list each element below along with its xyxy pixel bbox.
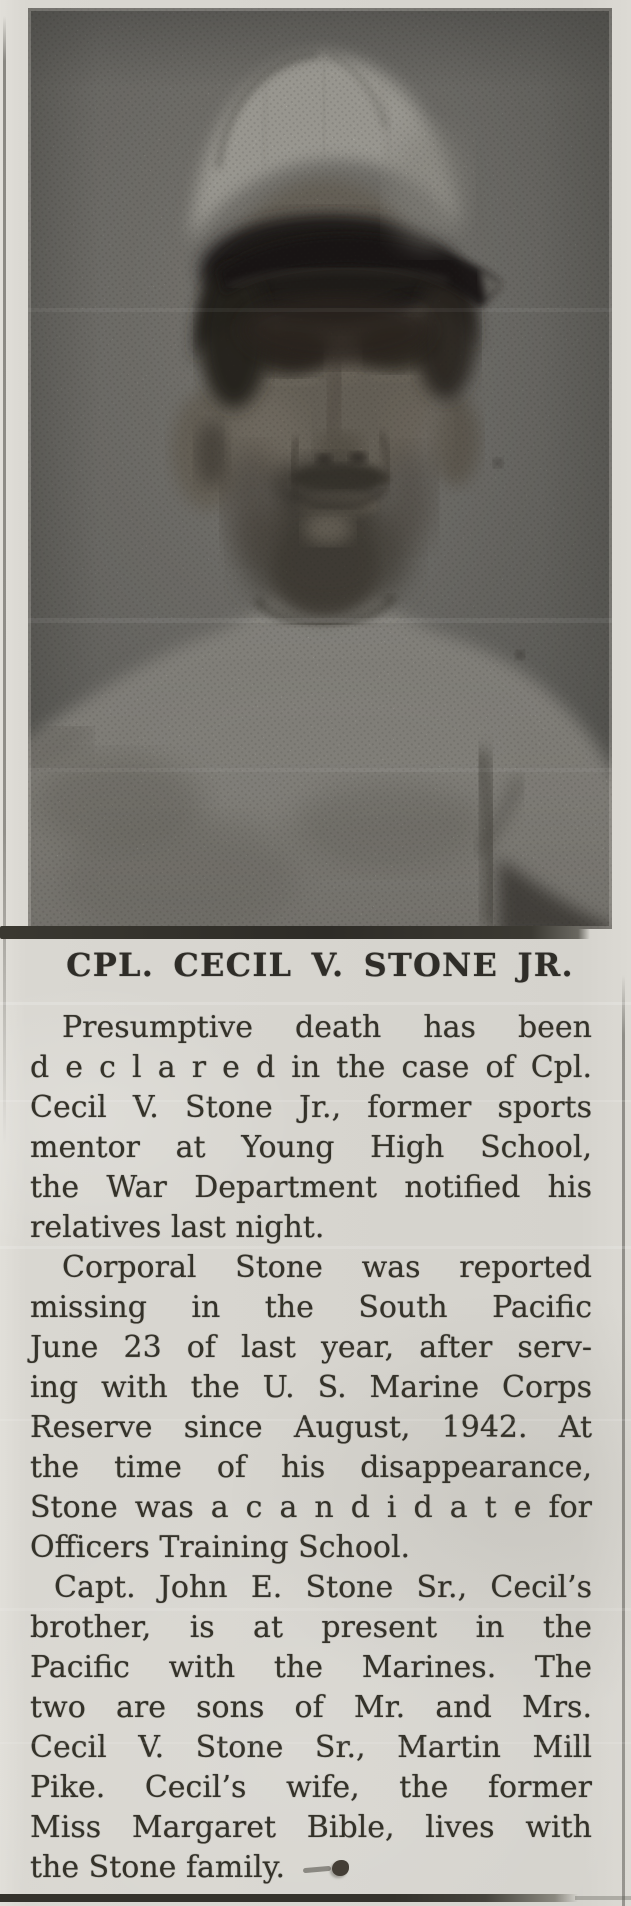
article-line: Pike. Cecil’s wife, the former xyxy=(30,1770,592,1805)
article-line: Cecil V. Stone Sr., Martin Mill xyxy=(30,1730,592,1765)
article-line: missing in the South Pacific xyxy=(30,1290,592,1325)
photo-caption: CPL. CECIL V. STONE JR. xyxy=(66,946,574,984)
scan-streak xyxy=(0,1246,631,1249)
left-column-rule xyxy=(3,16,6,1146)
photo-shadow-bar xyxy=(0,926,590,939)
article-line: the Stone family. xyxy=(30,1850,286,1885)
article-line: Cecil V. Stone Jr., former sports xyxy=(30,1090,592,1125)
article-line: ing with the U. S. Marine Corps xyxy=(30,1370,592,1405)
grain-overlay xyxy=(28,8,612,929)
paragraph xyxy=(30,1568,592,1888)
article-line: Presumptive death has been xyxy=(62,1010,592,1045)
article-line: Capt. John E. Stone Sr., Cecil’s xyxy=(54,1570,592,1605)
scan-streak xyxy=(0,1742,631,1744)
article-body xyxy=(30,1008,592,1888)
ink-blot xyxy=(303,1858,355,1880)
paragraph xyxy=(30,1248,592,1568)
scan-streak xyxy=(0,1100,631,1102)
article-line: two are sons of Mr. and Mrs. xyxy=(30,1690,592,1725)
right-column-rule xyxy=(622,975,625,1906)
scan-streak xyxy=(0,1002,631,1005)
article-line: Pacific with the Marines. The xyxy=(30,1650,592,1685)
scan-streak xyxy=(0,1419,631,1421)
article-line: brother, is at present in the xyxy=(30,1610,592,1645)
article-line: d e c l a r e d in the case of Cpl. xyxy=(30,1050,592,1085)
article-line: June 23 of last year, after serv- xyxy=(30,1330,592,1365)
ink-blot-dash xyxy=(303,1866,331,1873)
ink-blot-dot xyxy=(332,1860,349,1876)
bottom-rule-tail xyxy=(575,1896,631,1900)
article-line: Corporal Stone was reported xyxy=(62,1250,592,1285)
paragraph xyxy=(30,1008,592,1248)
scan-streak xyxy=(0,1608,631,1611)
article-line: Stone was a c a n d i d a t e for xyxy=(30,1490,592,1525)
article-line: Miss Margaret Bible, lives with xyxy=(30,1810,592,1845)
article-line: relatives last night. xyxy=(30,1210,325,1245)
article-line: Officers Training School. xyxy=(30,1530,411,1565)
article-line: mentor at Young High School, xyxy=(30,1130,592,1165)
article-line: the time of his disappearance, xyxy=(30,1450,592,1485)
portrait-photo xyxy=(28,8,612,929)
article-line: the War Department notified his xyxy=(30,1170,592,1205)
bottom-rule xyxy=(0,1894,578,1902)
article-line: Reserve since August, 1942. At xyxy=(30,1410,592,1445)
